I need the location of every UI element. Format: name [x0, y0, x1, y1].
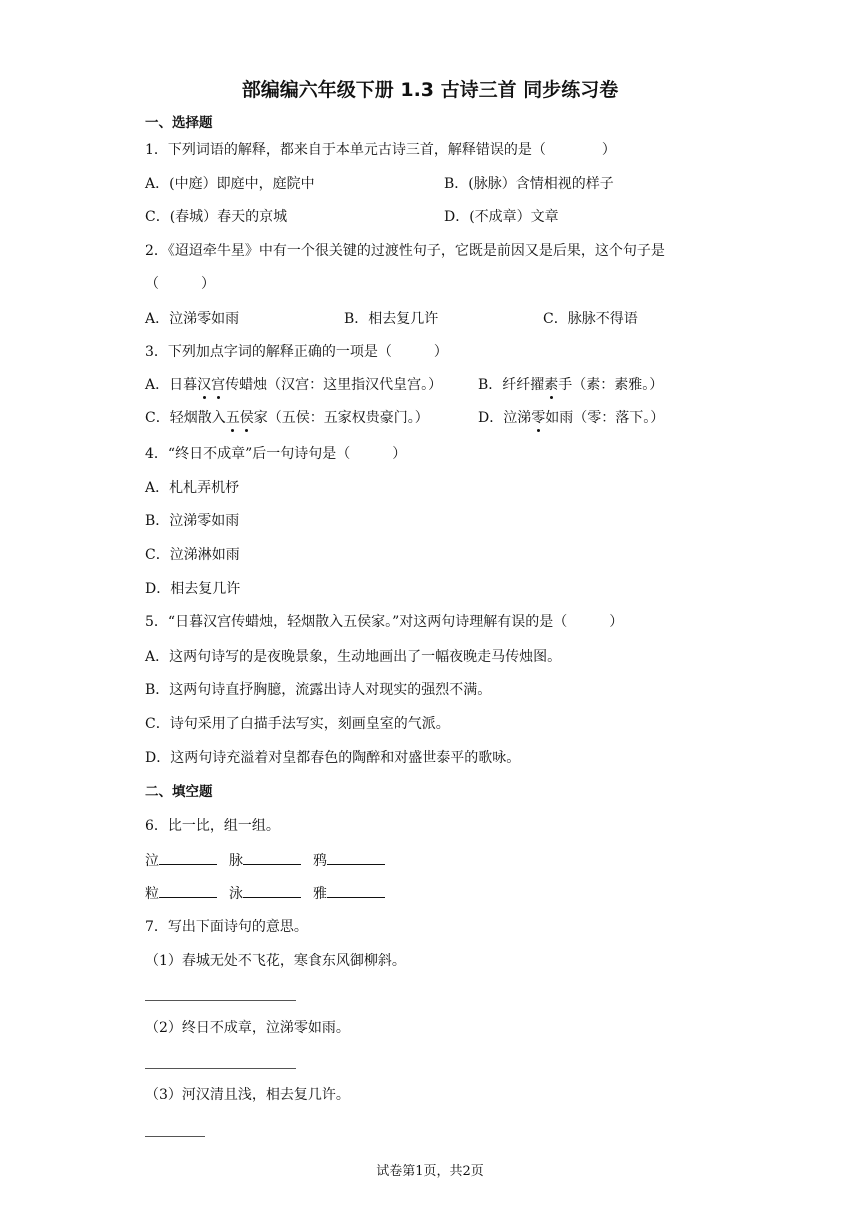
option-text: 家（五侯：五家权贵豪门。）: [253, 410, 429, 426]
question-2-option-a: A．泣涕零如雨: [145, 311, 240, 327]
question-7-part-3: （3）河汉清且浅，相去复几许。: [145, 1087, 350, 1103]
dotted-character: 素: [544, 377, 559, 393]
question-2-answer-paren: （ ）: [145, 276, 215, 292]
question-1-option-c: C．(春城）春天的京城: [145, 209, 288, 225]
question-4-option-d: D．相去复几许: [145, 581, 241, 597]
question-7-stem: 7．写出下面诗句的意思。: [145, 919, 308, 935]
question-6-row-1: [145, 850, 397, 871]
question-4-option-a: A．札札弄机杼: [145, 480, 240, 496]
option-text: 如雨（零：落下。）: [545, 410, 665, 426]
character-label: 泳: [229, 886, 243, 902]
answer-blank[interactable]: [159, 850, 217, 865]
answer-blank[interactable]: [327, 883, 385, 898]
question-6-stem: 6．比一比，组一组。: [145, 818, 280, 834]
question-4-stem: 4．“终日不成章”后一句诗句是（ ）: [145, 446, 407, 462]
question-5-stem: 5．“日暮汉宫传蜡烛，轻烟散入五侯家。”对这两句诗理解有误的是（ ）: [145, 614, 624, 630]
question-1-option-b: B．(脉脉）含情相视的样子: [444, 176, 614, 192]
dotted-character: 侯: [239, 410, 254, 426]
question-4-option-c: C．泣涕淋如雨: [145, 547, 240, 563]
character-label: 粒: [145, 886, 159, 902]
answer-line[interactable]: [145, 1136, 205, 1137]
question-3-option-a: [145, 375, 442, 395]
answer-line[interactable]: [145, 1000, 296, 1001]
question-1-option-a: A．(中庭）即庭中，庭院中: [145, 176, 315, 192]
character-label: 雅: [313, 886, 327, 902]
option-text: 手（素：素雅。）: [558, 377, 664, 393]
question-3-option-b: [478, 375, 663, 395]
answer-blank[interactable]: [243, 850, 301, 865]
section-heading-fill-blank: 二、填空题: [145, 784, 213, 800]
page-footer: 试卷第1页，共2页: [376, 1164, 484, 1179]
question-3-option-d: [478, 408, 664, 428]
question-5-option-b: B．这两句诗直抒胸臆，流露出诗人对现实的强烈不满。: [145, 682, 492, 698]
question-2-option-c: C．脉脉不得语: [543, 311, 638, 327]
question-5-option-a: A．这两句诗写的是夜晚景象，生动地画出了一幅夜晚走马传烛图。: [145, 649, 562, 665]
section-heading-choice: 一、选择题: [145, 115, 213, 131]
option-text: A．日暮: [145, 377, 198, 393]
question-3-option-c: [145, 408, 429, 428]
answer-blank[interactable]: [327, 850, 385, 865]
page-title: 部编编六年级下册 1.3 古诗三首 同步练习卷: [241, 79, 619, 101]
answer-blank[interactable]: [243, 883, 301, 898]
question-5-option-c: C．诗句采用了白描手法写实，刻画皇室的气派。: [145, 716, 450, 732]
question-2-option-b: B．相去复几许: [344, 311, 439, 327]
answer-blank[interactable]: [159, 883, 217, 898]
dotted-character: 零: [531, 410, 546, 426]
question-5-option-d: D．这两句诗充溢着对皇都春色的陶醉和对盛世泰平的歌咏。: [145, 750, 521, 766]
character-label: 鸦: [313, 853, 327, 869]
question-4-option-b: B．泣涕零如雨: [145, 513, 240, 529]
option-text: 传蜡烛（汉宫：这里指汉代皇宫。）: [225, 377, 443, 393]
question-7-part-2: （2）终日不成章，泣涕零如雨。: [145, 1020, 350, 1036]
character-label: 脉: [229, 853, 243, 869]
dotted-character: 五: [225, 410, 240, 426]
character-label: 泣: [145, 853, 159, 869]
dotted-character: 宫: [211, 377, 226, 393]
question-3-stem: 3．下列加点字词的解释正确的一项是（ ）: [145, 344, 448, 360]
option-text: B．纤纤擢: [478, 377, 545, 393]
dotted-character: 汉: [197, 377, 212, 393]
answer-line[interactable]: [145, 1068, 296, 1069]
question-1-stem: 1．下列词语的解释，都来自于本单元古诗三首，解释错误的是（ ）: [145, 142, 616, 158]
option-text: D．泣涕: [478, 410, 532, 426]
question-6-row-2: [145, 883, 397, 904]
question-2-stem: 2．《迢迢牵牛星》中有一个很关键的过渡性句子，它既是前因又是后果，这个句子是: [145, 243, 665, 259]
option-text: C．轻烟散入: [145, 410, 226, 426]
question-7-part-1: （1）春城无处不飞花，寒食东风御柳斜。: [145, 953, 406, 969]
question-1-option-d: D．(不成章）文章: [444, 209, 559, 225]
